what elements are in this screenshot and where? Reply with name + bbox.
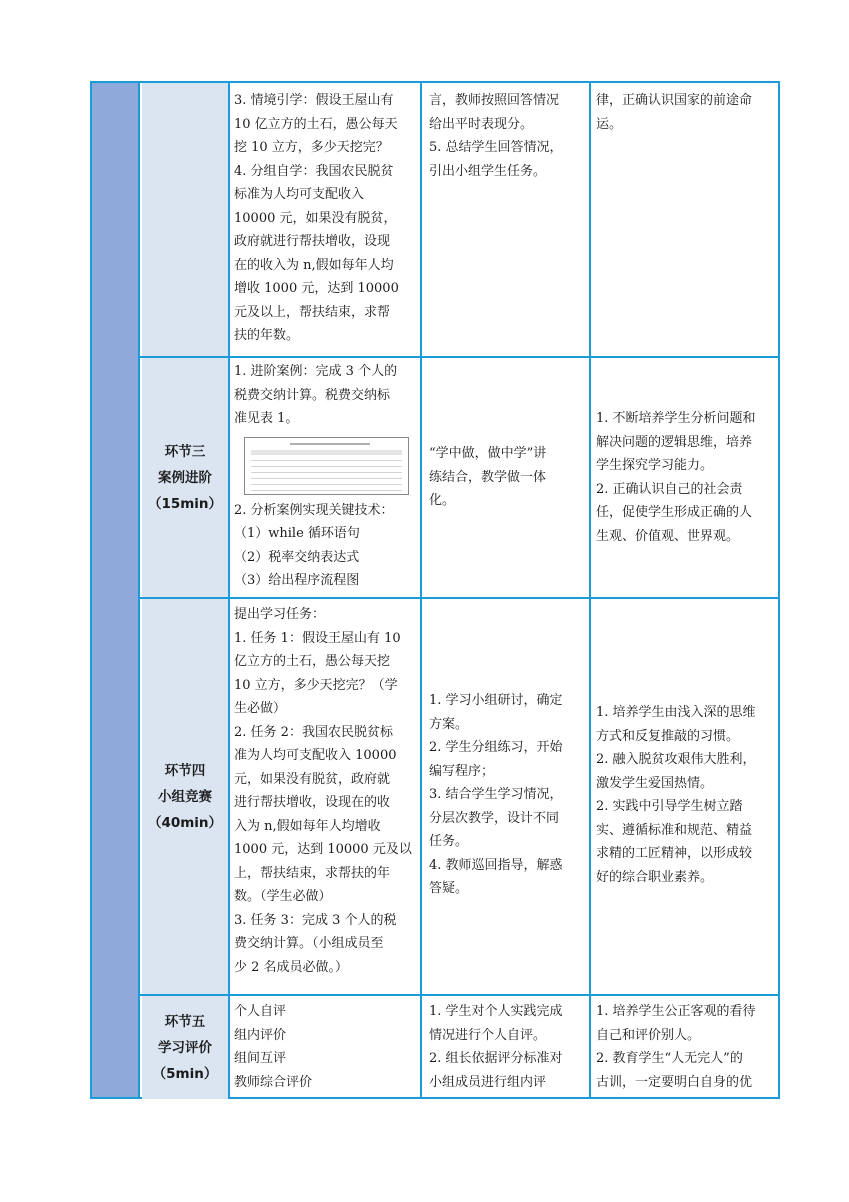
phase-name: 学习评价 [157,1039,212,1056]
content-cell: 个人自评 组内评价 组间互评 教师综合评价 [234,1004,313,1090]
teacher-activity-cell: 1. 学生对个人实践完成 情况进行个人自评。 2. 组长依据评分标准对 小组成员进行组内评 [429,1004,563,1090]
phase-cell-empty [142,83,228,356]
design-intent-cell: 1. 培养学生由浅入深的思维 方式和反复推敲的习惯。 2. 融入脱贫攻艰伟大胜利， 激发学生爱国热情。 2. 实践中引导学生树立踏 实、遵循标准和规范、精益 求精的工匠精神，以形成较 好的综合职业素养。 [596,705,756,885]
row-divider [140,994,778,996]
content-cell: 1. 进阶案例：完成 3 个人的 税费交纳计算。税费交纳标 准见表 1。 2. 分析案例实现关键技术： （1）while 循环语句 （2）税率交纳表达式 （3）给出程序流程图 [234,360,416,593]
column-divider [420,83,422,1097]
phase-cell-4 [142,599,228,994]
teacher-activity-cell: 1. 学习小组研讨，确定 方案。 2. 学生分组练习，开始 编写程序； 3. 结合学生学习情况， 分层次教学，设计不同 任务。 4. 教师巡回指导，解惑 答疑。 [429,693,563,896]
phase-duration: （5min） [152,1065,218,1082]
design-intent-cell: 1. 不断培养学生分析问题和 解决问题的逻辑思维，培养 学生探究学习能力。 2. 正确认识自己的社会责 任，促使学生形成正确的人 生观、价值观、世界观。 [596,411,756,544]
lesson-plan-table [90,81,780,1099]
phase-cell-5 [142,996,228,1099]
phase-name: 小组竞赛 [158,788,212,805]
teacher-activity-cell: “学中做，做中学”讲 练结合，教学做一体 化。 [429,446,547,508]
phase-duration: （15min） [147,495,223,512]
phase-title: 环节三 [164,443,206,460]
row-divider [140,356,778,358]
design-intent-cell: 律，正确认识国家的前途命 运。 [596,93,753,132]
left-category-column [92,83,140,1097]
phase-title: 环节五 [164,1013,206,1030]
phase-title: 环节四 [164,762,206,779]
teacher-activity-cell: 言，教师按照回答情况 给出平时表现分。 5. 总结学生回答情况， 引出小组学生任务。 [429,93,563,179]
column-divider [589,83,591,1097]
content-cell: 提出学习任务： 1. 任务 1：假设王屋山有 10 亿立方的土石，愚公每天挖 10 立方，多少天挖完？（学 生必做） 2. 任务 2：我国农民脱贫标 准为人均可支配收入 10000 元，如果没有脱贫，政府就 进行帮扶增收，设现在的收 入为 n,假如每年人均增收 1000 元，达到 10000 元及以 上，帮扶结束，求帮扶的年 数。（学生必做） 3. 任务 3：完成 3 个人的税 费交纳计算。（小组成员至 少 2 名成员必做。） [234,607,412,975]
content-cell: 3. 情境引学：假设王屋山有 10 亿立方的土石，愚公每天 挖 10 立方，多少天挖完？ 4. 分组自学：我国农民脱贫 标准为人均可支配收入 10000 元，如果没有脱贫， 政府就进行帮扶增收，设现 在的收入为 n,假如每年人均 增收 1000 元，达到 10000 元及以上，帮扶结束，求帮 扶的年数。 [234,93,399,343]
phase-duration: （40min） [147,814,223,831]
row-divider [140,597,778,599]
column-divider [228,83,230,1097]
phase-cell-3 [142,358,228,597]
design-intent-cell: 1. 培养学生公正客观的看待 自己和评价别人。 2. 教育学生“人无完人”的 古训，一定要明白自身的优 [596,1004,756,1090]
phase-name: 案例进阶 [158,469,212,486]
tax-table-image [244,437,409,495]
